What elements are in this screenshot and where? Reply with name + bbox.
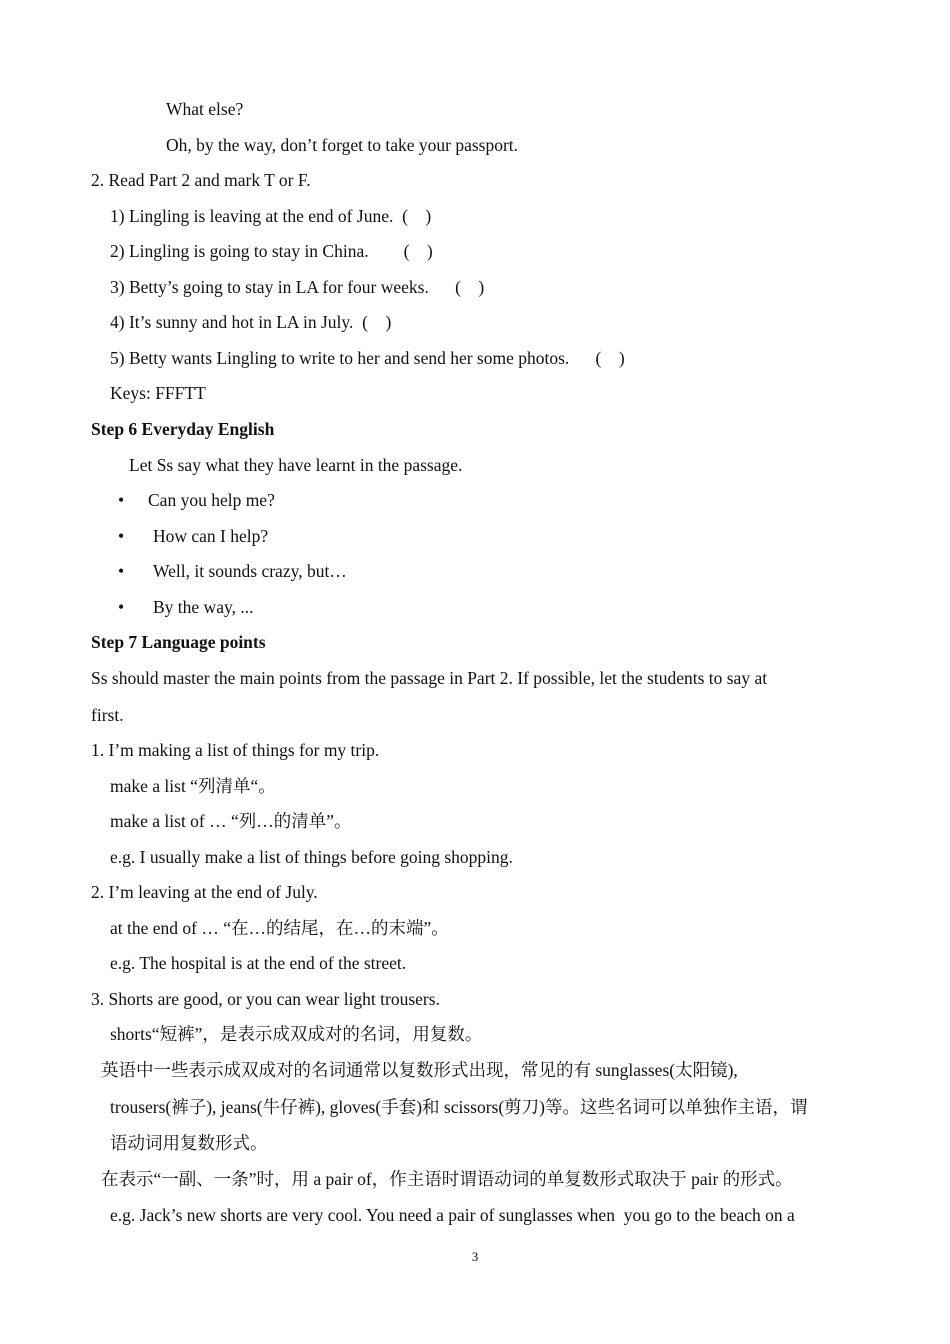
exercise-heading: 2. Read Part 2 and mark T or F. <box>91 170 311 190</box>
text-line: at the end of … “在…的结尾，在…的末端”。 <box>110 918 449 938</box>
language-point-heading: 1. I’m making a list of things for my trip. <box>91 740 380 760</box>
true-false-item: 5) Betty wants Lingling to write to her and send her some photos. ( ) <box>110 348 625 368</box>
phrase-item: How can I help? <box>153 526 269 546</box>
text-line: make a list of … “列…的清单”。 <box>110 811 352 831</box>
true-false-item: 1) Lingling is leaving at the end of June. ( ) <box>110 206 432 226</box>
phrase-item: Well, it sounds crazy, but… <box>153 561 347 581</box>
phrase-item: Can you help me? <box>148 490 275 510</box>
section-heading-step-6: Step 6 Everyday English <box>91 419 275 439</box>
page-number: 3 <box>471 1249 479 1264</box>
true-false-item: 4) It’s sunny and hot in LA in July. ( ) <box>110 312 392 332</box>
text-line: Let Ss say what they have learnt in the passage. <box>129 455 463 475</box>
example-sentence: e.g. Jack’s new shorts are very cool. You need a pair of sunglasses when you go to the beach on a <box>110 1205 795 1225</box>
example-sentence: e.g. The hospital is at the end of the street. <box>110 953 407 973</box>
phrase-item: By the way, ... <box>153 597 254 617</box>
text-line: make a list “列清单“。 <box>110 776 276 796</box>
text-line: shorts“短裤”，是表示成双成对的名词，用复数。 <box>110 1024 483 1044</box>
answer-keys: Keys: FFFTT <box>110 383 206 403</box>
text-line: Oh, by the way, don’t forget to take your passport. <box>166 135 519 155</box>
true-false-item: 3) Betty’s going to stay in LA for four weeks. ( ) <box>110 277 485 297</box>
language-point-heading: 2. I’m leaving at the end of July. <box>91 882 318 902</box>
section-heading-step-7: Step 7 Language points <box>91 632 266 652</box>
text-line: Ss should master the main points from the passage in Part 2. If possible, let the students to say at <box>91 668 768 688</box>
true-false-item: 2) Lingling is going to stay in China. ( ) <box>110 241 433 261</box>
text-line: 在表示“一副、一条”时，用 a pair of，作主语时谓语动词的单复数形式取决于 pair 的形式。 <box>101 1169 793 1189</box>
text-line: trousers(裤子), jeans(牛仔裤), gloves(手套)和 scissors(剪刀)等。这些名词可以单独作主语，谓 <box>110 1097 808 1117</box>
text-line: first. <box>91 705 124 725</box>
text-line: 英语中一些表示成双成对的名词通常以复数形式出现，常见的有 sunglasses(太阳镜), <box>101 1060 738 1080</box>
bullet-icon: • <box>118 490 125 510</box>
bullet-icon: • <box>118 561 125 581</box>
example-sentence: e.g. I usually make a list of things before going shopping. <box>110 847 513 867</box>
text-line: What else? <box>166 99 244 119</box>
language-point-heading: 3. Shorts are good, or you can wear light trousers. <box>91 989 440 1009</box>
bullet-icon: • <box>118 597 125 617</box>
text-line: 语动词用复数形式。 <box>110 1133 268 1153</box>
bullet-icon: • <box>118 526 125 546</box>
